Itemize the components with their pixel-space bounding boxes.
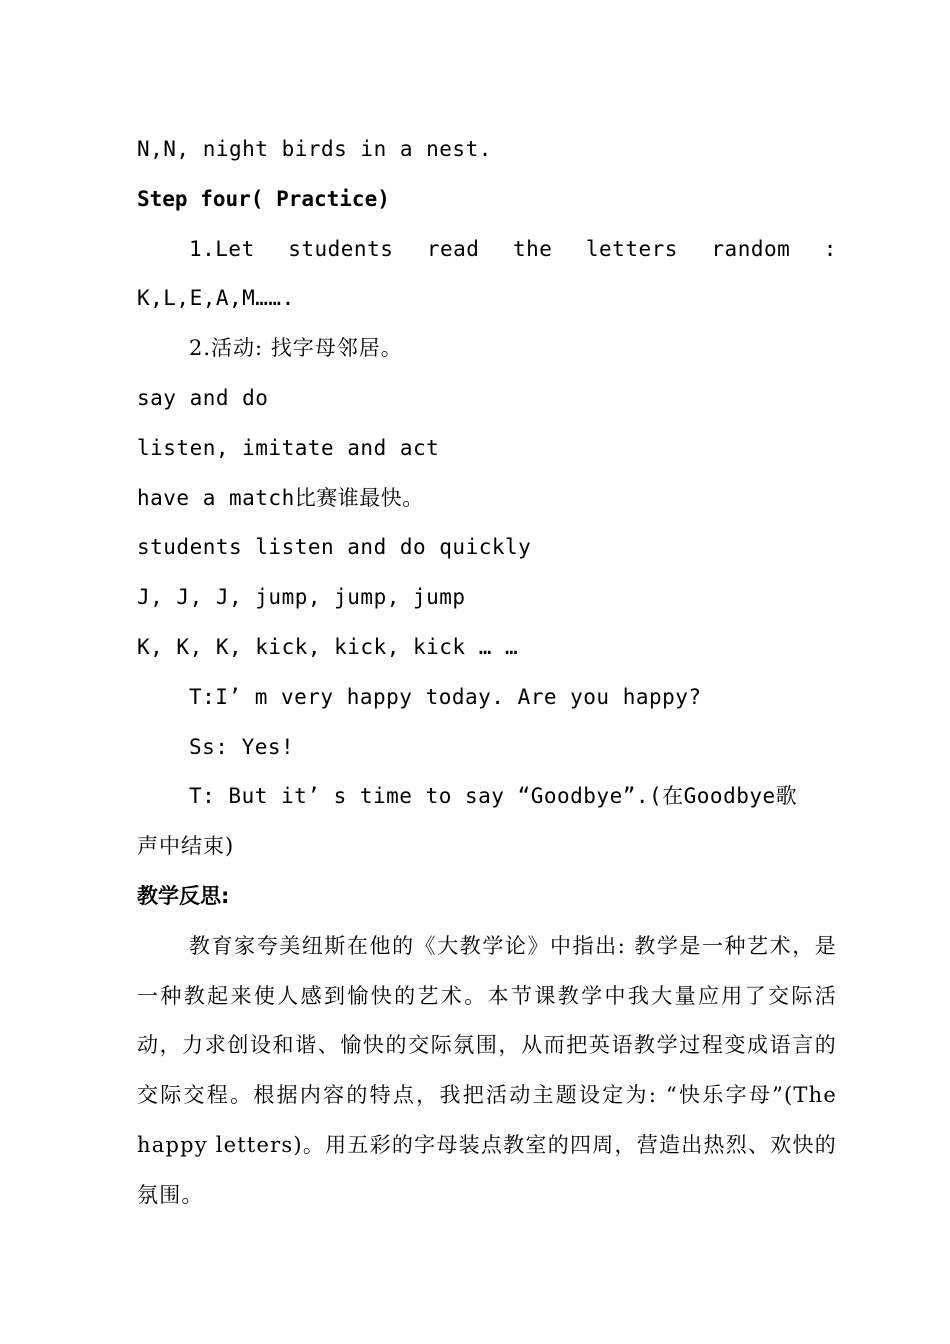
reflection-heading: 教学反思:: [137, 883, 230, 908]
text-line-nest: N,N, night birds in a nest.: [137, 137, 492, 161]
dialogue-teacher-2: T: But it’ s time to say “Goodbye”.(在Goodbye歌: [189, 784, 798, 809]
dialogue-teacher-1: T:I’ m very happy today. Are you happy?: [189, 684, 702, 709]
text-line-kick: K, K, K, kick, kick, kick … …: [137, 634, 519, 659]
word: read: [426, 236, 480, 261]
text-line-say-do: say and do: [137, 385, 269, 410]
word: letters: [585, 236, 678, 261]
word: the: [512, 236, 553, 261]
text-line-match: have a match比赛谁最快。: [137, 485, 424, 510]
reflection-paragraph: 教育家夸美纽斯在他的《大教学论》中指出: 教学是一种艺术，是一种教起来使人感到愉快的艺术。本节课教学中我大量应用了交际活动，力求创设和谐、愉快的交际氛围，从而把英语教学过程变成语言的交际交程。根据内容的特点，我把活动主题设定为: “快乐字母”(The happy letters)。用五彩的字母装点教室的四周，营造出热烈、欢快的氛围。: [137, 933, 837, 1207]
dialogue-teacher-2-cont: 声中结束): [137, 834, 235, 859]
step-four-heading: Step four( Practice): [137, 186, 390, 211]
word: 1.Let: [189, 236, 255, 261]
text-line-students: students listen and do quickly: [137, 535, 532, 560]
text-line-jump: J, J, J, jump, jump, jump: [137, 585, 466, 610]
practice-item-2: 2.活动: 找字母邻居。: [189, 336, 403, 361]
practice-item-1-cont: K,L,E,A,M…….: [137, 286, 295, 311]
text-line-listen: listen, imitate and act: [137, 435, 440, 460]
document-page: [137, 125, 837, 1221]
dialogue-students: Ss: Yes!: [189, 734, 295, 759]
word: random: [711, 236, 791, 261]
word: :: [823, 236, 837, 261]
word: students: [288, 236, 394, 261]
practice-item-1: [137, 225, 837, 275]
